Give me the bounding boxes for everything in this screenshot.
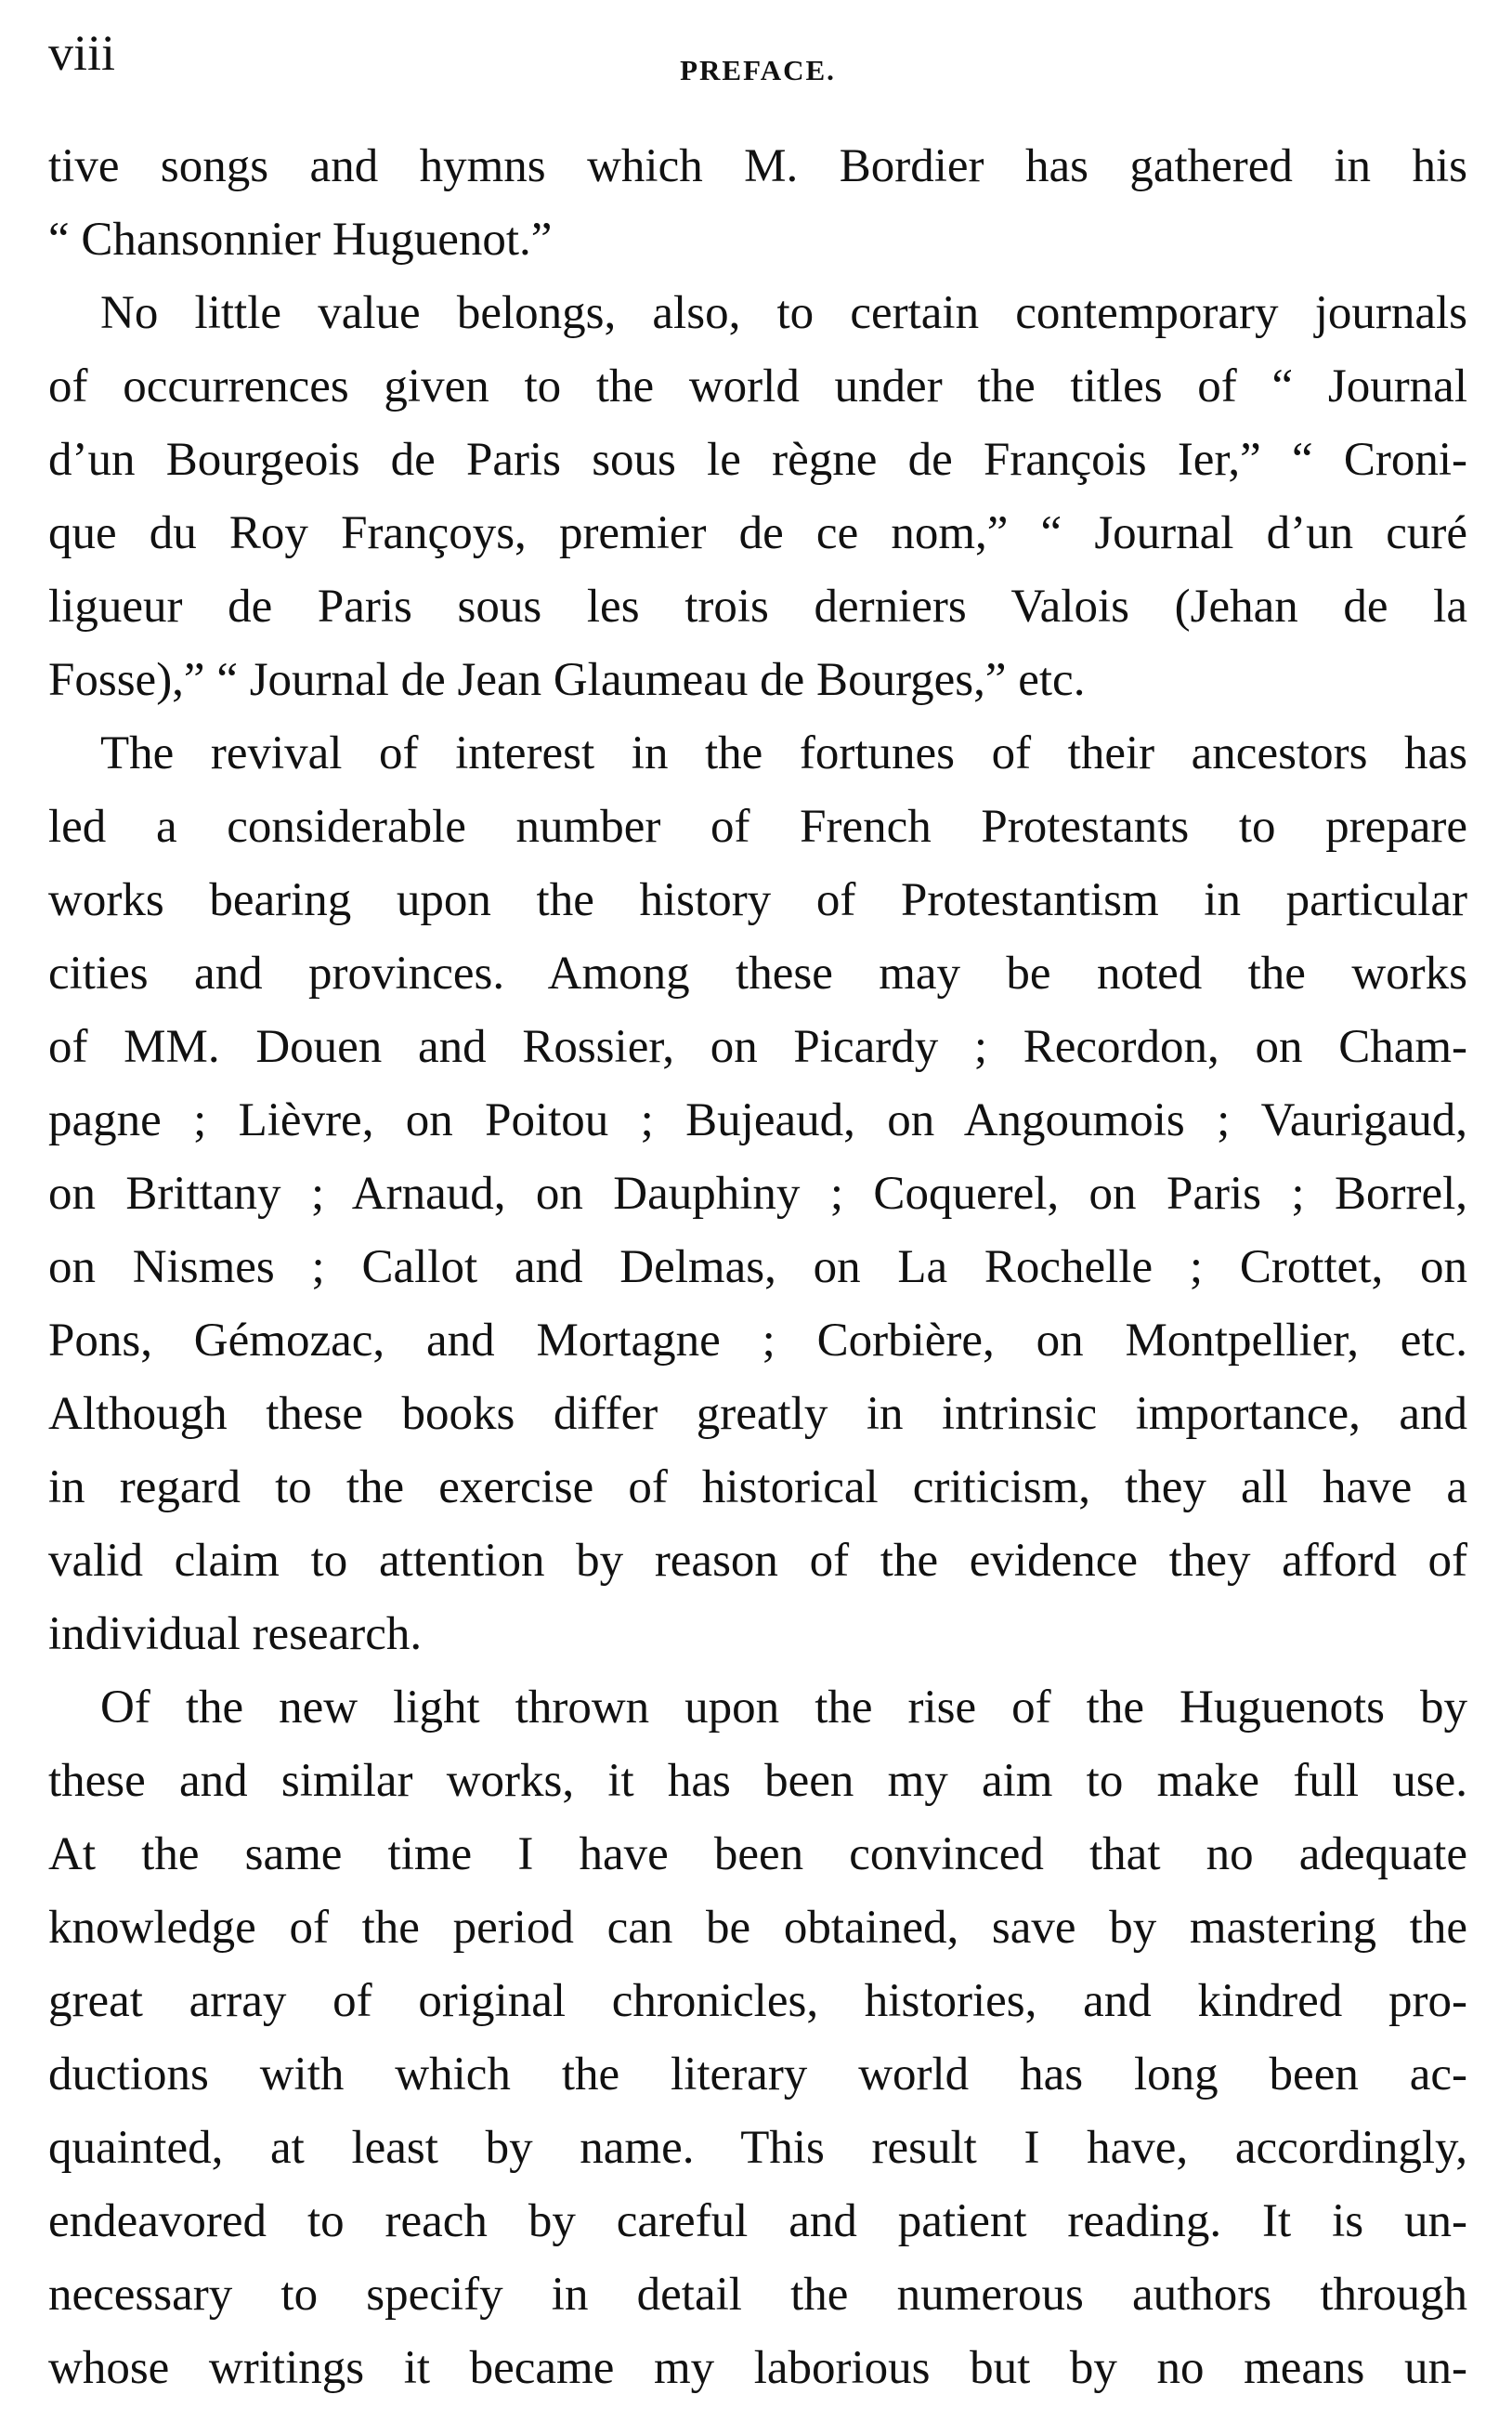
running-title: PREFACE. <box>680 54 836 86</box>
text-line: cities and provinces. Among these may be noted the works <box>48 948 1467 1000</box>
paragraph-4 <box>48 1671 1467 2405</box>
text-line: Pons, Gémozac, and Mortagne ; Corbière, on Montpellier, etc. <box>48 1315 1467 1367</box>
text-line: on Brittany ; Arnaud, on Dauphiny ; Coquerel, on Paris ; Borrel, <box>48 1168 1467 1220</box>
text-line: knowledge of the period can be obtained, save by mastering the <box>48 1902 1467 1954</box>
text-line: que du Roy Françoys, premier de ce nom,” “ Journal d’un curé <box>48 507 1467 559</box>
text-line: At the same time I have been convinced that no adequate <box>48 1828 1467 1880</box>
text-line: No little value belongs, also, to certain contemporary journals <box>100 287 1467 339</box>
paragraph-3 <box>48 717 1467 1671</box>
text-line: ductions with which the literary world has long been ac- <box>48 2048 1467 2100</box>
text-line: tive songs and hymns which M. Bordier has gathered in his <box>48 140 1467 192</box>
page-number: viii <box>48 25 116 81</box>
body-text <box>48 130 1467 2405</box>
text-line: individual research. <box>48 1608 423 1660</box>
paragraph-1 <box>48 130 1467 277</box>
text-line: necessary to specify in detail the numerous authors through <box>48 2269 1467 2321</box>
paragraph-2 <box>48 277 1467 717</box>
text-line: of occurrences given to the world under the titles of “ Journal <box>48 360 1467 412</box>
text-line: ligueur de Paris sous les trois derniers Valois (Jehan de la <box>48 581 1467 633</box>
text-line: these and similar works, it has been my aim to make full use. <box>48 1755 1467 1807</box>
text-line: Although these books differ greatly in intrinsic importance, and <box>48 1388 1467 1440</box>
text-line: “ Chansonnier Huguenot.” <box>48 214 553 266</box>
text-line: great array of original chronicles, histories, and kindred pro- <box>48 1975 1467 2027</box>
text-line: Fosse),” “ Journal de Jean Glaumeau de Bourges,” etc. <box>48 654 1086 706</box>
text-line: d’un Bourgeois de Paris sous le règne de François Ier,” “ Croni- <box>48 434 1467 486</box>
text-line: valid claim to attention by reason of the evidence they afford of <box>48 1535 1467 1587</box>
book-page <box>48 25 1467 2405</box>
text-line: pagne ; Lièvre, on Poitou ; Bujeaud, on Angoumois ; Vaurigaud, <box>48 1094 1467 1146</box>
text-line: on Nismes ; Callot and Delmas, on La Rochelle ; Crottet, on <box>48 1241 1467 1293</box>
text-line: quainted, at least by name. This result I have, accordingly, <box>48 2122 1467 2174</box>
text-line: in regard to the exercise of historical criticism, they all have a <box>48 1461 1467 1513</box>
text-line: Of the new light thrown upon the rise of the Huguenots by <box>100 1682 1467 1734</box>
text-line: of MM. Douen and Rossier, on Picardy ; Recordon, on Cham- <box>48 1021 1467 1073</box>
running-head <box>48 25 1467 130</box>
text-line: endeavored to reach by careful and patient reading. It is un- <box>48 2195 1467 2247</box>
text-line: led a considerable number of French Protestants to prepare <box>48 801 1467 853</box>
text-line: works bearing upon the history of Protestantism in particular <box>48 874 1467 926</box>
text-line: The revival of interest in the fortunes of their ancestors has <box>100 727 1467 779</box>
text-line: whose writings it became my laborious but by no means un- <box>48 2342 1467 2394</box>
